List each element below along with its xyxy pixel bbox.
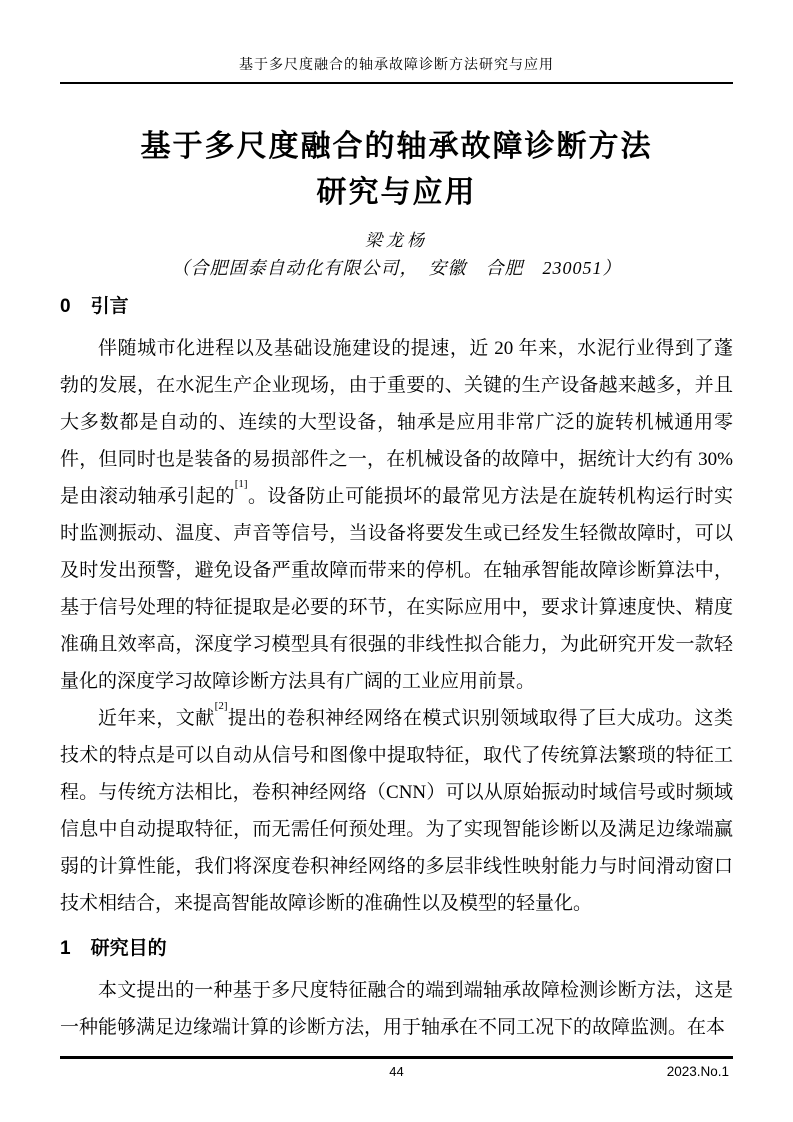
footer-row [60,1059,733,1080]
paper-title [60,124,733,216]
running-header: 基于多尺度融合的轴承故障诊断方法研究与应用 [60,56,733,84]
section-number: 0 [60,296,71,317]
intro-paragraph-2 [60,700,733,922]
citation-ref-2: [2] [214,699,228,712]
section-number: 1 [60,938,71,959]
citation-ref-1: [1] [234,477,248,490]
paper-title-line1: 基于多尺度融合的轴承故障诊断方法 [140,130,653,163]
section-title: 引言 [90,296,129,317]
intro-paragraph-2-text-b: 提出的卷积神经网络在模式识别领域取得了巨大成功。这类技术的特点是可以自动从信号和图像中提取特征，取代了传统算法繁琐的特征工程。与传统方法相比，卷积神经网络（CNN）可以从原始振动时域信号或时频域信息中自动提取特征，而无需任何预处理。为了实现智能诊断以及满足边缘端赢弱的计算性能，我们将深度卷积神经网络的多层非线性映射能力与时间滑动窗口技术相结合，来提高智能故障诊断的准确性以及模型的轻量化。 [60,708,733,914]
intro-paragraph-1 [60,330,733,700]
section-heading-introduction [60,294,733,320]
page-footer [60,1056,733,1080]
page-number: 44 [389,1064,404,1079]
intro-paragraph-2-text-a: 近年来，文献 [98,708,215,729]
paper-title-line2: 研究与应用 [316,176,477,209]
section-title: 研究目的 [90,938,167,959]
author-name: 梁龙杨 [365,231,428,250]
intro-paragraph-1-text-a: 伴随城市化进程以及基础设施建设的提速，近 20 年来，水泥行业得到了蓬勃的发展，在水泥生产企业现场，由于重要的、关键的生产设备越来越多，并且大多数都是自动的、连续的大型设备，轴承是应用非常广泛的旋转机械通用零件，但同时也是装备的易损部件之一，在机械设备的故障中，据统计大约有 30%是由滚动轴承引起的 [60,338,733,507]
purpose-paragraph-1-text: 本文提出的一种基于多尺度特征融合的端到端轴承故障检测诊断方法，这是一种能够满足边缘端计算的诊断方法，用于轴承在不同工况下的故障监测。在本 [60,980,733,1038]
page-content [60,0,733,1046]
section-heading-research-purpose [60,936,733,962]
issue-number: 2023.No.1 [666,1064,729,1079]
intro-paragraph-1-text-b: 。设备防止可能损坏的最常见方法是在旋转机构运行时实时监测振动、温度、声音等信号，当设备将要发生或已经发生轻微故障时，可以及时发出预警，避免设备严重故障而带来的停机。在轴承智能故障诊断算法中，基于信号处理的特征提取是必要的环节，在实际应用中，要求计算速度快、精度准确且效率高，深度学习模型具有很强的非线性拟合能力，为此研究开发一款轻量化的深度学习故障诊断方法具有广阔的工业应用前景。 [60,486,733,692]
affiliation: （合肥固泰自动化有限公司， 安徽 合肥 230051） [171,258,622,278]
purpose-paragraph-1 [60,972,733,1046]
